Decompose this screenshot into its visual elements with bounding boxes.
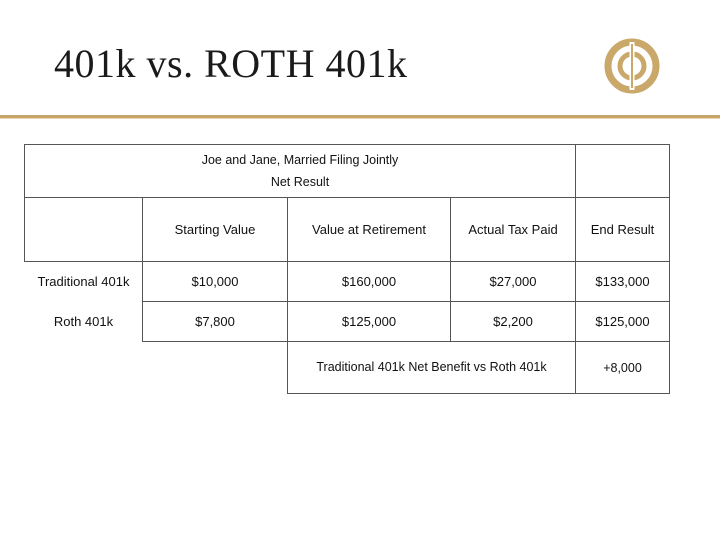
- column-header-starting-value: Starting Value: [142, 197, 288, 262]
- column-header-actual-tax-paid: Actual Tax Paid: [450, 197, 576, 262]
- slide-title: 401k vs. ROTH 401k: [54, 41, 408, 86]
- net-benefit-label: Traditional 401k Net Benefit vs Roth 401k: [287, 341, 576, 394]
- row-label-traditional-401k: Traditional 401k: [37, 274, 130, 289]
- column-header-value-at-retirement: Value at Retirement: [287, 197, 451, 262]
- row-label-roth-401k: Roth 401k: [53, 314, 114, 329]
- table-header: [24, 144, 576, 198]
- column-header-end-result: End Result: [575, 197, 670, 262]
- table-cell: $2,200: [450, 301, 576, 342]
- table-cell: $125,000: [287, 301, 451, 342]
- column-header-empty: [24, 197, 143, 262]
- table-header-line2: Net Result: [270, 175, 330, 189]
- table-cell: $160,000: [287, 261, 451, 302]
- table-cell: $125,000: [575, 301, 670, 342]
- table-header-empty-cell: [575, 144, 670, 198]
- company-logo-icon: [596, 38, 668, 94]
- net-benefit-value: +8,000: [575, 341, 670, 394]
- table-cell: $10,000: [142, 261, 288, 302]
- table-header-line1: Joe and Jane, Married Filing Jointly: [201, 153, 399, 167]
- title-divider-shadow: [0, 118, 720, 119]
- table-cell: $27,000: [450, 261, 576, 302]
- table-cell: $133,000: [575, 261, 670, 302]
- table-cell: $7,800: [142, 301, 288, 342]
